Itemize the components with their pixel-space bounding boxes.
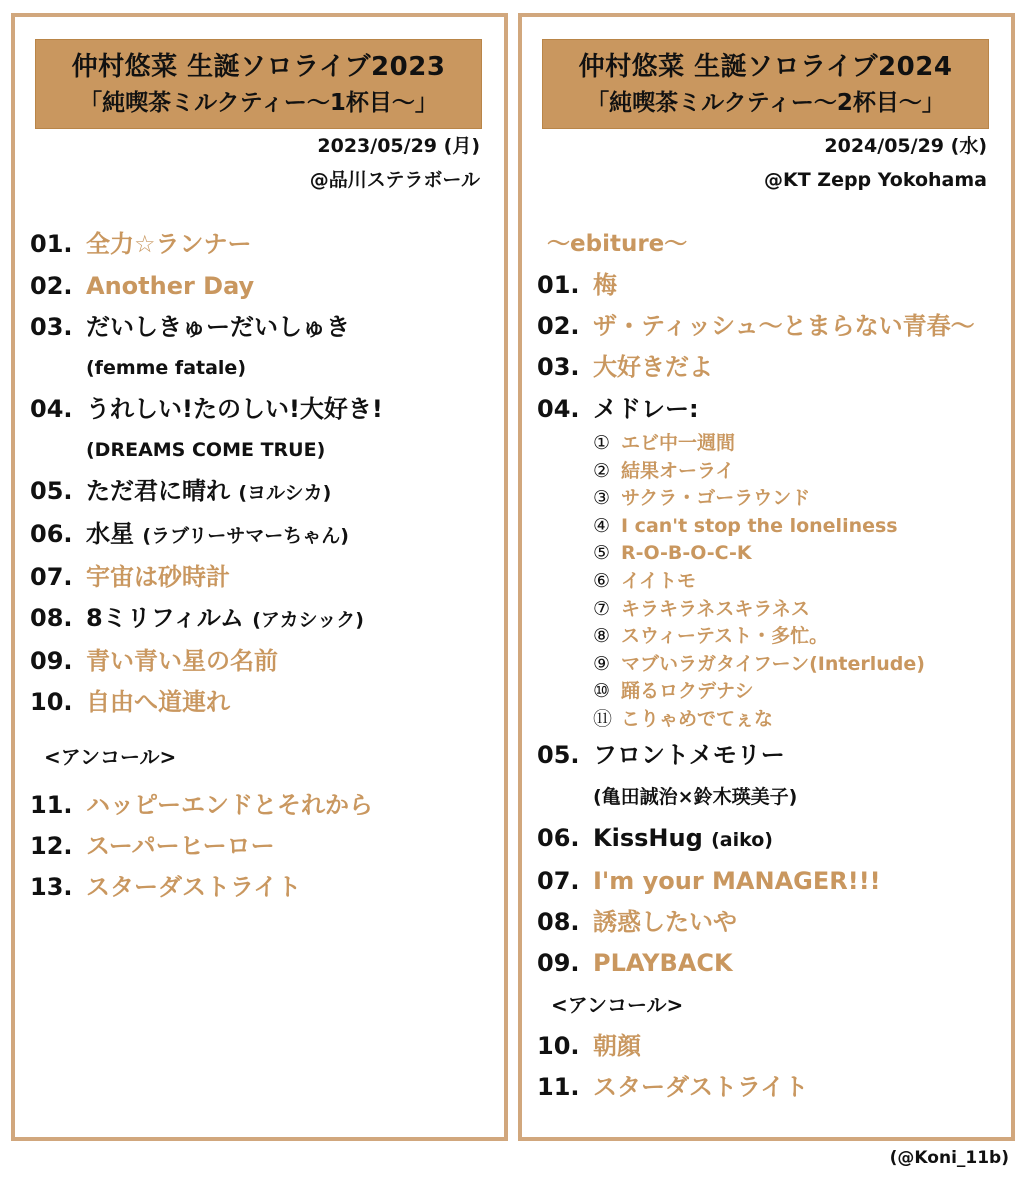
song-row <box>30 785 494 826</box>
song-title: ただ君に晴れ <box>86 477 230 505</box>
song-row <box>537 734 1001 776</box>
setlist-panel-2024 <box>518 13 1015 1141</box>
song-title: スターダストライト <box>86 873 302 901</box>
song-row <box>537 347 1001 388</box>
song-row <box>537 818 1001 861</box>
event-subtitle: 「純喫茶ミルクティー〜2杯目〜」 <box>586 90 945 116</box>
setlist <box>537 223 1001 1108</box>
song-artist: (亀田誠治×鈴木瑛美子) <box>593 785 798 808</box>
medley-title: I can't stop the loneliness <box>621 514 898 537</box>
event-date: 2024/05/29 (水) <box>824 135 987 157</box>
song-row <box>30 682 494 723</box>
song-number: 01. <box>537 271 580 299</box>
opening-se: 〜ebiture〜 <box>547 231 688 257</box>
medley-item <box>537 706 1001 734</box>
song-row <box>537 1067 1001 1108</box>
medley-title: R-O-B-O-C-K <box>621 542 752 565</box>
medley-title: こりゃめでてぇな <box>621 707 774 730</box>
song-title: PLAYBACK <box>593 948 733 977</box>
song-number: 09. <box>537 948 580 977</box>
medley-title: スウィーテスト・多忙。 <box>621 625 829 648</box>
song-number: 02. <box>30 272 73 300</box>
song-title: 自由へ道連れ <box>86 688 230 716</box>
event-title: 仲村悠菜 生誕ソロライブ2023 <box>71 52 446 82</box>
song-title: 全力☆ランナー <box>86 230 252 258</box>
song-title: Another Day <box>86 272 255 300</box>
song-artist-line <box>30 429 494 471</box>
song-row <box>537 861 1001 902</box>
song-row <box>537 943 1001 984</box>
song-row <box>30 307 494 347</box>
song-row <box>537 902 1001 943</box>
song-row <box>30 471 494 514</box>
setlist-panel-2023 <box>11 13 508 1141</box>
song-number: 07. <box>30 563 73 591</box>
medley-item <box>537 485 1001 513</box>
song-row <box>30 641 494 682</box>
event-date: 2023/05/29 (月) <box>317 135 480 157</box>
event-title-box <box>542 39 989 129</box>
song-number: 06. <box>537 823 580 852</box>
song-artist: (femme fatale) <box>86 357 247 379</box>
song-title: 水星 <box>86 520 134 548</box>
medley-title: 結果オーライ <box>621 459 735 482</box>
song-artist: (DREAMS COME TRUE) <box>86 439 326 461</box>
song-number: 09. <box>30 647 73 675</box>
medley-item <box>537 678 1001 706</box>
song-row <box>30 223 494 265</box>
event-venue: @KT Zepp Yokohama <box>764 169 987 191</box>
event-meta <box>764 129 987 197</box>
medley-mark: ⑤ <box>593 542 611 565</box>
song-row <box>537 265 1001 306</box>
song-number: 10. <box>537 1031 580 1060</box>
song-title: KissHug <box>593 823 703 852</box>
song-number: 11. <box>30 791 73 819</box>
song-number: 08. <box>30 604 73 632</box>
song-artist-line <box>30 347 494 389</box>
event-title: 仲村悠菜 生誕ソロライブ2024 <box>578 52 953 82</box>
song-title: I'm your MANAGER!!! <box>593 866 881 895</box>
encore-label: <アンコール> <box>44 745 177 769</box>
song-number: 04. <box>30 395 73 423</box>
medley-item <box>537 458 1001 486</box>
song-number: 04. <box>537 395 580 423</box>
medley-mark: ⑥ <box>593 569 611 592</box>
song-artist: (アカシック) <box>252 609 364 631</box>
song-number: 06. <box>30 520 73 548</box>
song-title: うれしい!たのしい!大好き! <box>86 395 383 423</box>
medley-mark: ⑨ <box>593 652 611 675</box>
medley-mark: ⑧ <box>593 625 611 648</box>
medley-mark: ④ <box>593 514 611 537</box>
medley-item <box>537 651 1001 679</box>
medley-row <box>537 388 1001 430</box>
song-row <box>30 265 494 307</box>
song-title: 宇宙は砂時計 <box>86 563 230 591</box>
medley-item <box>537 513 1001 541</box>
medley-item <box>537 540 1001 568</box>
song-number: 03. <box>537 353 580 381</box>
setlist <box>30 223 494 908</box>
medley-item <box>537 568 1001 596</box>
medley-label: メドレー: <box>593 395 699 423</box>
medley-title: エビ中一週間 <box>621 432 736 454</box>
medley-item <box>537 623 1001 651</box>
credit-handle: (@Koni_11b) <box>889 1148 1009 1168</box>
song-row <box>537 306 1001 347</box>
medley-mark: ③ <box>593 487 611 510</box>
song-artist-line <box>537 776 1001 818</box>
event-subtitle: 「純喫茶ミルクティー〜1杯目〜」 <box>79 90 438 116</box>
song-artist: (ヨルシカ) <box>238 482 332 504</box>
song-title: 朝顔 <box>593 1031 641 1060</box>
song-title: 8ミリフィルム <box>86 604 244 632</box>
song-row <box>537 1026 1001 1067</box>
song-number: 07. <box>537 866 580 895</box>
song-title: 誘惑したいや <box>593 907 737 936</box>
song-row <box>30 598 494 641</box>
event-meta <box>310 129 480 197</box>
medley-mark: ② <box>593 459 611 482</box>
medley-mark: ① <box>593 432 611 454</box>
song-row <box>30 557 494 598</box>
song-number: 03. <box>30 313 73 341</box>
medley-title: 踊るロクデナシ <box>621 680 754 703</box>
song-number: 05. <box>30 477 73 505</box>
song-title: フロントメモリー <box>593 740 785 769</box>
song-number: 02. <box>537 312 580 340</box>
medley-mark: ⑪ <box>593 707 613 730</box>
medley-mark: ⑩ <box>593 680 611 703</box>
medley-title: イイトモ <box>621 569 697 592</box>
song-title: ハッピーエンドとそれから <box>86 791 374 819</box>
song-number: 08. <box>537 907 580 936</box>
song-number: 10. <box>30 688 73 716</box>
song-title: スーパーヒーロー <box>86 832 275 860</box>
song-number: 12. <box>30 832 73 860</box>
song-title: ザ・ティッシュ〜とまらない青春〜 <box>593 312 975 340</box>
song-title: スターダストライト <box>593 1072 809 1101</box>
song-row <box>30 389 494 429</box>
song-row <box>30 826 494 867</box>
song-title: だいしきゅーだいしゅき <box>86 313 350 341</box>
medley-title: キラキラネスキラネス <box>621 597 810 620</box>
song-title: 大好きだよ <box>593 353 713 381</box>
medley-item <box>537 596 1001 624</box>
song-number: 05. <box>537 740 580 769</box>
song-number: 01. <box>30 230 73 258</box>
encore-label: <アンコール> <box>551 992 684 1017</box>
song-row <box>30 867 494 908</box>
song-title: 青い青い星の名前 <box>86 647 278 675</box>
medley-mark: ⑦ <box>593 597 611 620</box>
medley-title: サクラ・ゴーラウンド <box>621 487 811 510</box>
song-number: 11. <box>537 1072 580 1101</box>
medley-title: マブいラガタイフーン(Interlude) <box>621 652 925 675</box>
event-venue: @品川ステラボール <box>309 169 480 191</box>
song-number: 13. <box>30 873 73 901</box>
song-row <box>30 514 494 557</box>
song-artist: (aiko) <box>711 828 773 851</box>
medley-item <box>537 430 1001 458</box>
song-artist: (ラブリーサマーちゃん) <box>142 525 349 547</box>
song-title: 梅 <box>593 271 617 299</box>
event-title-box <box>35 39 482 129</box>
